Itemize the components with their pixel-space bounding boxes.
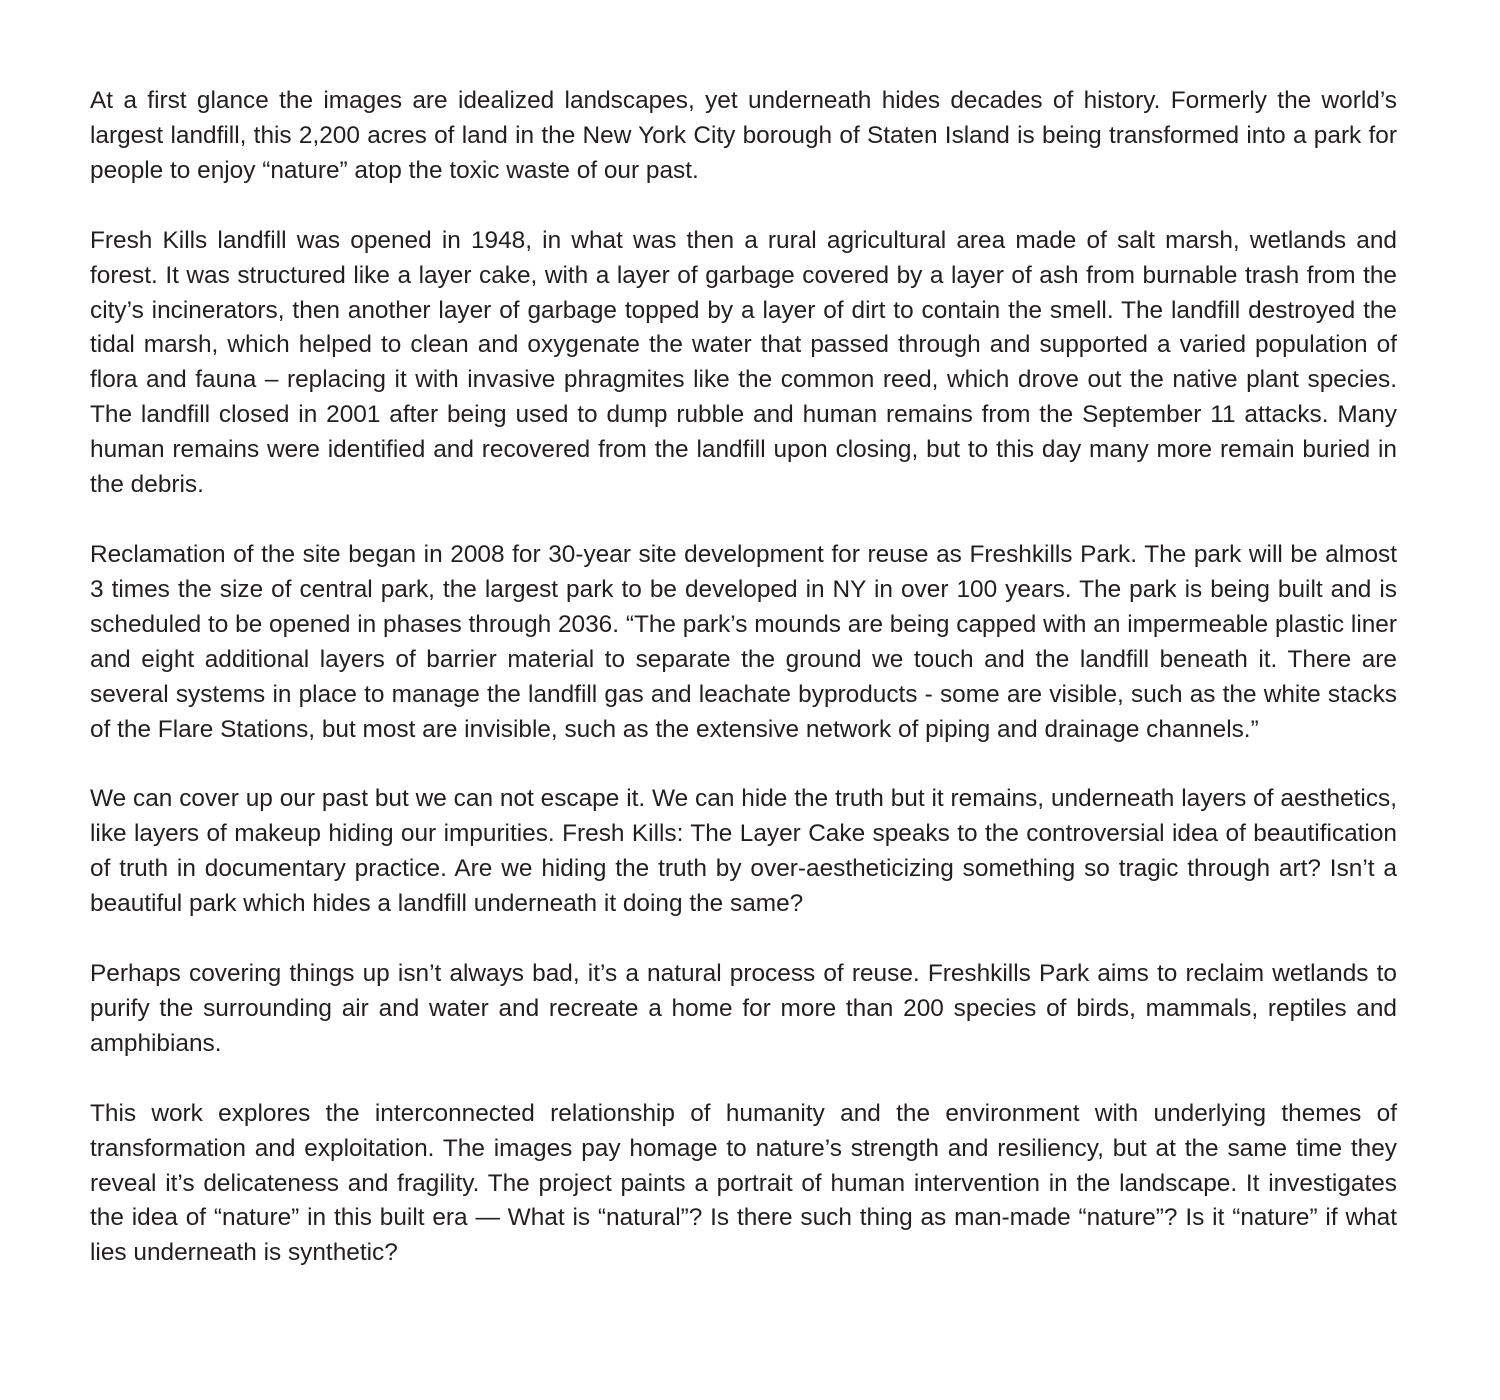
paragraph-reuse: Perhaps covering things up isn’t always bad, it’s a natural process of reuse. Freshkills Park aims to reclaim wetlands to purify the surrounding air and water and recreate a home for more than 200 species of birds, mammals, reptiles and amphibians. <box>90 960 1397 1057</box>
paragraph-conclusion: This work explores the interconnected relationship of humanity and the environment with underlying themes of transformation and exploitation. The images pay homage to nature’s strength and resiliency, but at the same time they reveal it’s delicateness and fragility. The project paints a portrait of human intervention in the landscape. It investigates the idea of “nature” in this built era — What is “natural”? Is there such thing as man-made “nature”? Is it “nature” if what lies underneath is synthetic? <box>90 1099 1397 1267</box>
paragraph-intro: At a first glance the images are idealized landscapes, yet underneath hides decades of history. Formerly the world’s largest landfill, this 2,200 acres of land in the New York City borough of Staten Island is being transformed into a park for people to enjoy “nature” atop the toxic waste of our past. <box>90 87 1397 184</box>
paragraph-concept: We can cover up our past but we can not escape it. We can hide the truth but it remains, underneath layers of aesthetics, like layers of makeup hiding our impurities. Fresh Kills: The Layer Cake speaks to the controversial idea of beautification of truth in documentary practice. Are we hiding the truth by over-aestheticizing something so tragic through art? Isn’t a beautiful park which hides a landfill underneath it doing the same? <box>90 785 1397 918</box>
document-body <box>90 84 1397 1271</box>
paragraph-history: Fresh Kills landfill was opened in 1948, in what was then a rural agricultural area made of salt marsh, wetlands and forest. It was structured like a layer cake, with a layer of garbage covered by a layer of ash from burnable trash from the city’s incinerators, then another layer of garbage topped by a layer of dirt to contain the smell. The landfill destroyed the tidal marsh, which helped to clean and oxygenate the water that passed through and supported a varied population of flora and fauna – replacing it with invasive phragmites like the common reed, which drove out the native plant species. The landfill closed in 2001 after being used to dump rubble and human remains from the September 11 attacks. Many human remains were identified and recovered from the landfill upon closing, but to this day many more remain buried in the debris. <box>90 226 1397 499</box>
paragraph-reclamation: Reclamation of the site began in 2008 for 30-year site development for reuse as Freshkills Park. The park will be almost 3 times the size of central park, the largest park to be developed in NY in over 100 years. The park is being built and is scheduled to be opened in phases through 2036. “The park’s mounds are being capped with an impermeable plastic liner and eight additional layers of barrier material to separate the ground we touch and the landfill beneath it. There are several systems in place to manage the landfill gas and leachate byproducts - some are visible, such as the white stacks of the Flare Stations, but most are invisible, such as the extensive network of piping and drainage channels.” <box>90 540 1397 743</box>
